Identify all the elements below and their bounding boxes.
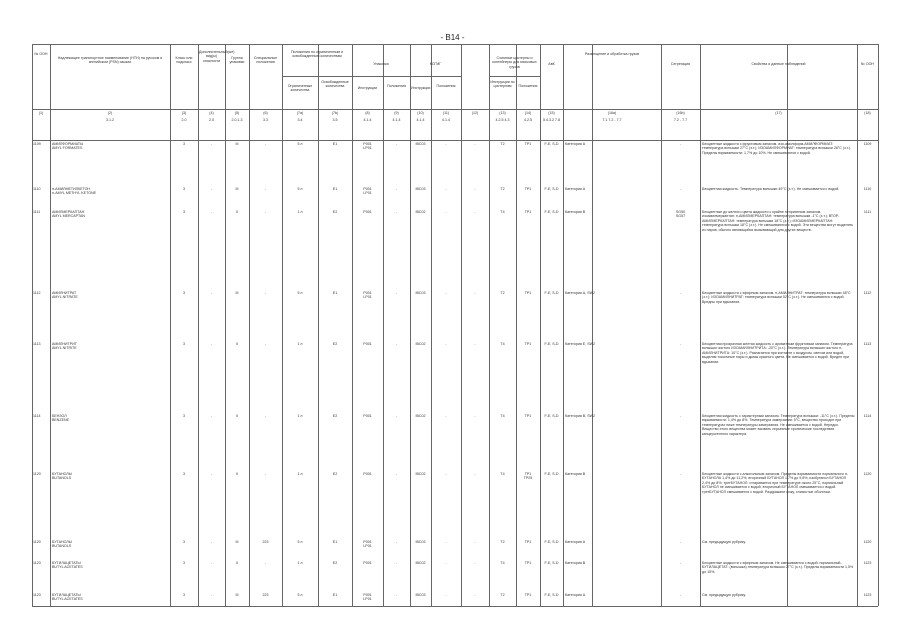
header-ibc: КСГМГ — [429, 62, 442, 66]
cell-lq: 5 л — [297, 540, 303, 544]
properties-text: Бесцветная жидкость. Температура вспышки 49°C (з.т.). Не смешивается с водой. — [702, 187, 840, 191]
un-number-right: 1120 — [863, 540, 872, 544]
cell-cls: 3 — [183, 342, 185, 346]
header-excepted-qty: Освобожденные количества — [321, 80, 349, 89]
stowage-category: Категория A, SW2 — [565, 291, 595, 295]
cell-pg: III — [235, 291, 239, 295]
cell-sub: - — [210, 142, 213, 146]
cell-x: - — [474, 540, 476, 544]
cell-tp: TP1 TP29 — [523, 472, 533, 481]
cell-pp: - — [395, 342, 398, 346]
cell-ii: IBC03 — [415, 142, 426, 146]
cell-ti: T2 — [500, 142, 505, 146]
un-number: 1120 — [33, 540, 41, 544]
cell-sp: - — [264, 187, 267, 191]
cell-pg: II — [236, 472, 238, 476]
cell-pi: P001 — [363, 561, 372, 565]
cell-lq: 1 л — [297, 472, 303, 476]
shipping-name-en: AMYL NITRATE — [52, 295, 78, 300]
cell-sub: - — [210, 540, 213, 544]
header-un-number: № ООН — [34, 52, 48, 56]
page-number: - B14 - — [440, 33, 465, 42]
properties-text: Бесцветные жидкости с алкогольным запахом. Пределы взрываемости нормального н-БУТАНОЛА 1,4% до 11,2%; вторичный БУТАНОЛ 1,7% до 9,8%; изобутанол БУТАНОЛ 2,4% до 8%; третБУТАНОЛ: отгаривается при температуре около 25°C, нормальный БУТАНОЛ не смешивается с водой, вторичный БУТАНОЛ смешивается с водой. третБУТАНОЛ смешивается с водой. Раздражают кожу, слизистые оболочки. — [702, 472, 849, 494]
header-bottom-rule — [32, 140, 878, 141]
shipping-name-ru: н-АМИЛМЕТИЛКЕТОН — [52, 187, 90, 191]
properties-text: Бесцветные до желтого цвета жидкости с крайне неприятным запахом. изоамилмеркаптан: н-АМИЛМЕРКАПТАН: температура вспышки -1°C (з.т.); ВТОР-АМИЛМЕРКАПТАН: температура вспышки 18°C (з.т.); ИЗОАМИЛМЕРКАПТАН: температура вспышки 18°C (з.т.). Не смешиваются с водой. Эти вещества могут выделять из паров, обычно являющийся вызывающий для других веществ. — [702, 210, 854, 232]
cell-ems: F-E, S-D — [544, 472, 559, 476]
cell-pg: II — [236, 414, 238, 418]
un-number-right: 1112 — [863, 291, 872, 295]
cell-cls: 3 — [183, 291, 185, 295]
cell-pp: - — [395, 593, 398, 597]
cell-pp: - — [395, 561, 398, 565]
cell-ii: IBC02 — [415, 561, 426, 565]
column-number: (18) — [864, 111, 871, 115]
header-packaging: Упаковка — [373, 62, 389, 66]
un-number: 1114 — [33, 414, 41, 418]
header-packing-provisions: Положения — [387, 84, 406, 88]
properties-text: Бесцветная жидкость с характерным запахом. Температура вспышки: -11°C (з.т.). Пределы взрываемости: 1,4% до 8%. Температура замерзания: 5°C, вещество проходит при температурах ниже температуры замерзания. Не смешивается с водой. Нередко. Вещество этого вещества может вызвать серьезные хронические последствия канцерогенного характера. — [702, 414, 855, 436]
cell-lq: 5 л — [297, 593, 303, 597]
cell-sp: - — [264, 561, 267, 565]
cell-ii: IBC03 — [415, 540, 426, 544]
segregation-code: - — [679, 472, 682, 476]
cell-sub: - — [210, 414, 213, 418]
header-tank-provisions: Положения — [518, 84, 538, 88]
un-number-right: 1120 — [863, 472, 872, 476]
table-top-rule — [32, 44, 878, 45]
reference-section: 4.1.4 — [442, 118, 450, 122]
cell-pp: - — [395, 540, 398, 544]
cell-pp: - — [395, 472, 398, 476]
cell-x: - — [474, 342, 476, 346]
stowage-category: Категория B — [565, 472, 586, 476]
cell-tp: TP1 — [524, 142, 532, 146]
column-number: (9) — [394, 111, 399, 115]
shipping-name-ru: БУТАНОЛЫ — [52, 472, 72, 476]
reference-section: 7.2 - 7.7 — [673, 118, 688, 122]
properties-text: Бесцветная прозрачная желтая жидкость с ароматным фруктовым запахом. Температура вспышки чистого ИЗОАМИЛНИТРИТА: -20°C (з.т.). Температура вспышки чистого н-АМИЛНИТРИТА: 10°C (з.т.). Разлагается при контакте с воздухом, светом или водой, выделяя токсичные пары и дымы красного цвета. Не смешивается с водой. Вреден при вдыхании. — [702, 342, 853, 364]
cell-ip: - — [445, 472, 447, 476]
header-ibc-instructions: Инструкции — [411, 86, 431, 90]
cell-ems: F-E, S-D — [544, 187, 559, 191]
cell-ti: T4 — [500, 472, 505, 476]
properties-text: См. предыдущую рубрику. — [702, 593, 746, 597]
cell-x: - — [474, 210, 476, 214]
cell-eq: E2 — [332, 472, 338, 476]
un-number-right: 1110 — [863, 187, 872, 191]
cell-ti: T2 — [500, 540, 505, 544]
cell-sub: - — [210, 291, 213, 295]
header-un-number-right: № ООН — [860, 62, 875, 66]
header-class: Класс или подкласс — [175, 56, 193, 65]
header-tanks: Съемные цистерны и контейнеры для массовых грузов — [492, 56, 537, 69]
stowage-category: Категория B — [565, 210, 586, 214]
cell-tp: TP1 — [524, 291, 532, 295]
shipping-name-ru: БУТИЛАЦЕТАТЫ — [52, 593, 81, 597]
cell-cls: 3 — [183, 593, 185, 597]
cell-sp: - — [264, 414, 267, 418]
segregation-code: - — [679, 142, 682, 146]
cell-x: - — [474, 291, 476, 295]
cell-pp: - — [395, 187, 398, 191]
header-subsidiary-hazard: Дополнительный(ые) вид(ы) опасности — [199, 50, 235, 63]
cell-ip: - — [445, 291, 447, 295]
column-number: (12) — [471, 111, 479, 115]
reference-section: 5.4.3.2 7.8 — [543, 118, 560, 122]
cell-lq: 1 л — [297, 414, 303, 418]
segregation-code: - — [679, 540, 682, 544]
properties-text: Бесцветные жидкости с эфирным запахом. Не смешиваются с водой: нормальный-БУТИЛАЦЕТАТ: (вспышка) температура вспышки 27°C (з.т.). Пределы взрываемости 1,5% до 15%. — [702, 561, 854, 574]
cell-pg: III — [235, 142, 239, 146]
cell-pi: P001 — [363, 472, 372, 476]
cell-ii: IBC02 — [415, 342, 426, 346]
cell-ip: - — [445, 342, 447, 346]
un-number-right: 1123 — [863, 593, 872, 597]
cell-ii: IBC03 — [415, 291, 426, 295]
cell-ems: F-E, S-D — [544, 291, 559, 295]
cell-tp: TP1 — [524, 414, 532, 418]
un-number: 1123 — [33, 593, 41, 597]
column-number: (1) — [38, 111, 44, 115]
header-limited-quantities: Положения по ограниченным и освобожденным количествам — [290, 50, 344, 59]
header-tank-instructions: Инструкции по цистернам — [490, 80, 515, 89]
header-properties: Свойства и данные наблюдений — [751, 62, 806, 66]
header-packing-instructions: Инструкции — [357, 86, 378, 90]
cell-lq: 1 л — [297, 561, 303, 565]
cell-eq: E1 — [332, 291, 338, 295]
cell-pp: - — [395, 210, 398, 214]
cell-tp: TP1 — [524, 342, 532, 346]
stowage-category: Категория B, SW2 — [565, 414, 595, 418]
cell-cls: 3 — [183, 187, 185, 191]
cell-ems: F-E, S-D — [544, 593, 559, 597]
column-number: (3) — [181, 111, 187, 115]
reference-section: 3.3 — [263, 118, 268, 122]
column-number: (17) — [775, 111, 782, 115]
reference-section: 2.0.1.3 — [231, 118, 243, 122]
shipping-name-en: BUTYL ACETATES — [52, 565, 83, 570]
un-number-right: 1113 — [863, 342, 872, 346]
shipping-name-en: AMYL NITRITE — [52, 346, 77, 351]
cell-x: - — [474, 187, 476, 191]
cell-pi: P001 LP01 — [363, 187, 372, 196]
column-number: (10) — [417, 111, 424, 115]
column-number: (16а) — [607, 111, 617, 115]
header-ems: АвК — [548, 62, 555, 66]
cell-pg: III — [235, 593, 239, 597]
cell-pi: P001 — [363, 342, 372, 346]
cell-cls: 3 — [183, 210, 185, 214]
cell-sub: - — [210, 561, 213, 565]
cell-lq: 5 л — [297, 291, 303, 295]
cell-x: - — [474, 561, 476, 565]
shipping-name-en: BENZENE — [52, 418, 69, 423]
cell-ip: - — [445, 210, 447, 214]
cell-ti: T4 — [500, 414, 505, 418]
cell-pp: - — [395, 291, 398, 295]
segregation-code: - — [679, 593, 682, 597]
cell-sp: - — [264, 472, 267, 476]
un-number: 1120 — [33, 472, 41, 476]
cell-eq: E1 — [332, 593, 338, 597]
segregation-code: - — [679, 414, 682, 418]
cell-pg: III — [235, 540, 239, 544]
column-number: (8) — [365, 111, 370, 115]
reference-section: 3.4 — [297, 118, 303, 122]
shipping-name-ru: АМИЛФОРМИАТЫ — [52, 142, 84, 146]
cell-pi: P001 LP01 — [363, 593, 372, 602]
cell-ip: - — [445, 414, 447, 418]
table-bottom-rule — [32, 606, 878, 607]
cell-pi: P001 LP01 — [363, 540, 372, 549]
reference-section: 4.2.5 4.3 — [495, 118, 510, 122]
un-number: 1113 — [33, 342, 41, 346]
column-number: (2) — [107, 111, 113, 115]
segregation-code: SG50 SG57 — [675, 210, 686, 219]
cell-eq: E2 — [332, 561, 338, 565]
column-number: (6) — [263, 111, 268, 115]
reference-section: 4.1.4 — [392, 118, 401, 122]
cell-tp: TP1 — [524, 540, 532, 544]
cell-x: - — [474, 593, 476, 597]
cell-eq: E2 — [332, 210, 338, 214]
column-number: (13) — [499, 111, 506, 115]
cell-cls: 3 — [183, 540, 185, 544]
header-limited-qty: Ограниченные количества — [287, 84, 313, 93]
cell-ti: T2 — [500, 291, 505, 295]
reference-section: 2.0 — [209, 118, 214, 122]
column-number: (7а) — [296, 111, 304, 115]
cell-ii: IBC02 — [415, 210, 426, 214]
cell-lq: 1 л — [297, 342, 303, 346]
cell-x: - — [474, 472, 476, 476]
un-number-right: 1111 — [863, 210, 872, 214]
cell-ii: IBC02 — [415, 414, 426, 418]
cell-sp: - — [264, 342, 267, 346]
shipping-name-ru: АМИЛНИТРАТ — [52, 291, 77, 295]
cell-pp: - — [395, 142, 398, 146]
cell-sp: 223 — [262, 540, 269, 544]
cell-x: - — [474, 414, 476, 418]
cell-pg: II — [236, 561, 238, 565]
reference-section: 4.1.4 — [416, 118, 425, 122]
cell-cls: 3 — [183, 414, 185, 418]
stowage-category: Категория A — [565, 593, 586, 597]
stowage-category: Категория A — [565, 142, 586, 146]
cell-eq: E2 — [332, 342, 338, 346]
cell-ip: - — [445, 561, 447, 565]
cell-ip: - — [445, 142, 447, 146]
cell-lq: 5 л — [297, 187, 303, 191]
segregation-code: - — [679, 342, 682, 346]
cell-pi: P001 LP01 — [363, 142, 372, 151]
un-number: 1123 — [33, 561, 41, 565]
shipping-name-ru: БЕНЗОЛ — [52, 414, 67, 418]
properties-text: См. предыдущую рубрику. — [702, 540, 746, 544]
cell-ti: T4 — [500, 210, 505, 214]
un-number-right: 1109 — [863, 142, 872, 146]
cell-tp: TP1 — [524, 210, 532, 214]
cell-cls: 3 — [183, 472, 185, 476]
column-number: (15) — [548, 111, 555, 115]
stowage-category: Категория E, SW2 — [565, 342, 595, 346]
shipping-name-en: BUTANOLS — [52, 476, 72, 481]
cell-ip: - — [445, 540, 447, 544]
reference-section: 3.5 — [332, 118, 338, 122]
shipping-name-ru: БУТАНОЛЫ — [52, 540, 72, 544]
cell-ii: IBC02 — [415, 472, 426, 476]
cell-ti: T4 — [500, 561, 505, 565]
shipping-name-en: BUTYL ACETATES — [52, 597, 83, 602]
cell-sp: 223 — [262, 593, 269, 597]
cell-ip: - — [445, 187, 447, 191]
reference-section: 3.1.2 — [106, 118, 114, 122]
reference-section: 4.2.5 — [524, 118, 532, 122]
cell-ti: T4 — [500, 342, 505, 346]
cell-pp: - — [395, 414, 398, 418]
shipping-name-en: AMYL MERCAPTAN — [52, 214, 85, 219]
cell-pi: P001 — [363, 414, 372, 418]
properties-text: Бесцветные жидкости с эфирным запахом. н-АМИЛНИТРАТ: температура вспышки 48°C (з.т.); ИЗОАМИЛНИТРАТ: температура вспышки 52°C (з.т.). Не смешиваются с водой. Вредны при вдыхании. — [702, 291, 851, 304]
header-shipping-name: Надлежащее транспортное наименование (НТН) на русском и английском (PSN) языках — [57, 56, 163, 65]
shipping-name-ru: АМИЛМЕРКАПТАН — [52, 210, 85, 214]
shipping-name-en: BUTANOLS — [52, 544, 72, 549]
cell-eq: E1 — [332, 187, 338, 191]
stowage-category: Категория B — [565, 561, 586, 565]
header-ibc-provisions: Положения — [436, 84, 456, 88]
reference-section: 4.1.4 — [363, 118, 372, 122]
cell-eq: E1 — [332, 540, 338, 544]
shipping-name-ru: АМИЛНИТРИТ — [52, 342, 77, 346]
shipping-name-en: AMYL FORMATES — [52, 146, 83, 151]
stowage-category: Категория A — [565, 540, 586, 544]
cell-pg: II — [236, 210, 238, 214]
segregation-code: - — [679, 187, 682, 191]
un-number: 1112 — [33, 291, 41, 295]
reference-section: 7.1 7.2 - 7.7 — [602, 118, 622, 122]
cell-sub: - — [210, 472, 213, 476]
cell-ems: F-E, S-D — [544, 414, 559, 418]
un-number-right: 1123 — [863, 561, 872, 565]
column-number: (7b) — [331, 111, 339, 115]
cell-pg: III — [235, 187, 239, 191]
cell-ems: F-E, S-D — [544, 342, 559, 346]
cell-ems: F-E, S-D — [544, 561, 559, 565]
header-special-provisions: Специальные положения — [253, 56, 278, 65]
cell-cls: 3 — [183, 561, 185, 565]
un-number-right: 1114 — [863, 414, 872, 418]
cell-ii: IBC03 — [415, 593, 426, 597]
cell-sp: - — [264, 291, 267, 295]
cell-cls: 3 — [183, 142, 185, 146]
cell-pg: II — [236, 342, 238, 346]
cell-sub: - — [210, 342, 213, 346]
cell-pi: P001 LP01 — [363, 291, 372, 300]
cell-eq: E2 — [332, 414, 338, 418]
column-number: (14) — [524, 111, 532, 115]
header-segregation: Сегрегация — [670, 62, 691, 66]
reference-section: 2.0 — [181, 118, 187, 122]
cell-ii: IBC03 — [415, 187, 426, 191]
cell-eq: E1 — [332, 142, 338, 146]
un-number: 1109 — [33, 142, 41, 146]
segregation-code: - — [679, 291, 682, 295]
cell-pi: P001 — [363, 210, 372, 214]
cell-tp: TP1 — [524, 561, 532, 565]
cell-sub: - — [210, 187, 213, 191]
cell-ip: - — [445, 593, 447, 597]
cell-ems: F-E, S-D — [544, 210, 559, 214]
cell-sp: - — [264, 142, 267, 146]
properties-text: Бесцветные жидкости с фруктовым запахом. изо-амилформ-АМИЛФОРМИАТ: температура вспышки 27°C (з.т.); ИЗОАМИЛФОРМИАТ: температура вспышки 26°C (з.т.). Пределы взрываемости: 1,7% до 10%. Не смешиваются с водой. — [702, 142, 852, 155]
column-number: (11) — [442, 111, 450, 115]
header-stowage: Размещение и обработка грузов — [584, 52, 640, 56]
cell-sp: - — [264, 210, 267, 214]
shipping-name-en: n-AMYL METHYL KETONE — [52, 191, 97, 196]
cell-ems: F-E, S-D — [544, 540, 559, 544]
cell-ti: T2 — [500, 187, 505, 191]
shipping-name-ru: БУТИЛАЦЕТАТЫ — [52, 561, 81, 565]
stowage-category: Категория A — [565, 187, 586, 191]
column-number: (5) — [234, 111, 240, 115]
cell-tp: TP1 — [524, 593, 532, 597]
cell-ti: T2 — [500, 593, 505, 597]
cell-tp: TP1 — [524, 187, 532, 191]
header-packing-group: Группа упаковки — [229, 56, 245, 65]
cell-x: - — [474, 142, 476, 146]
cell-ems: F-E, S-D — [544, 142, 559, 146]
segregation-code: - — [679, 561, 682, 565]
cell-lq: 1 л — [297, 210, 303, 214]
cell-lq: 5 л — [297, 142, 303, 146]
un-number: 1111 — [33, 210, 41, 214]
cell-sub: - — [210, 593, 213, 597]
column-number: (4) — [209, 111, 214, 115]
un-number: 1110 — [33, 187, 41, 191]
column-number: (16b) — [676, 111, 685, 115]
cell-sub: - — [210, 210, 213, 214]
